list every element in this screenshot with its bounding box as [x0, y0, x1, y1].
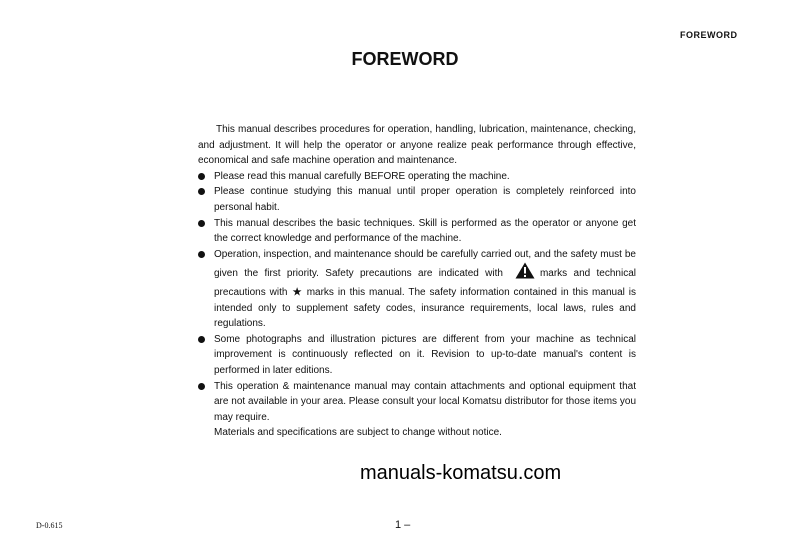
bullet-item: Some photographs and illustration pictures are different from your machine as technical improvement is continuously reflected on it. Revision to up-to-date manual's content is performed in later editions.	[198, 332, 636, 379]
safety-text-part1: Operation, inspection, and maintenance should be carefully carried out, and the safety must be given the first priority. Safety precautions are indicated with	[214, 248, 636, 280]
document-code: D-0.615	[36, 521, 63, 530]
watermark-link[interactable]: manuals-komatsu.com	[360, 462, 562, 484]
bullet-item: This operation & maintenance manual may contain attachments and optional equipment that are not available in your area. Please consult your local Komatsu distributor for those items you may require.	[198, 379, 636, 426]
running-header: FOREWORD	[680, 30, 738, 40]
bullet-item: This manual describes the basic techniques. Skill is performed as the operator or anyone get the correct knowledge and performance of the machine.	[198, 216, 636, 247]
bullet-list	[198, 169, 636, 426]
closing-note: Materials and specifications are subject to change without notice.	[214, 427, 502, 439]
safety-bullet-item	[198, 247, 636, 332]
star-mark: ★	[291, 286, 303, 298]
page-title: FOREWORD	[351, 49, 459, 69]
foreword-body	[198, 122, 636, 441]
intro-paragraph: This manual describes procedures for operation, handling, lubrication, maintenance, checking, and adjustment. It will help the operator or anyone realize peak performance through effective, economical and safe machine operation and maintenance.	[198, 124, 636, 167]
safety-text-part2: marks and technical precautions with	[214, 268, 636, 298]
bullet-item: Please read this manual carefully BEFORE operating the machine.	[198, 169, 636, 185]
safety-text-part3: marks in this manual. The safety information contained in this manual is intended only to supplement safety codes, insurance requirements, local laws, rules and regulations.	[214, 286, 637, 330]
page-number: 1 –	[395, 519, 411, 531]
bullet-item: Please continue studying this manual until proper operation is completely reinforced into personal habit.	[198, 184, 636, 215]
warning-triangle-icon	[515, 262, 535, 285]
